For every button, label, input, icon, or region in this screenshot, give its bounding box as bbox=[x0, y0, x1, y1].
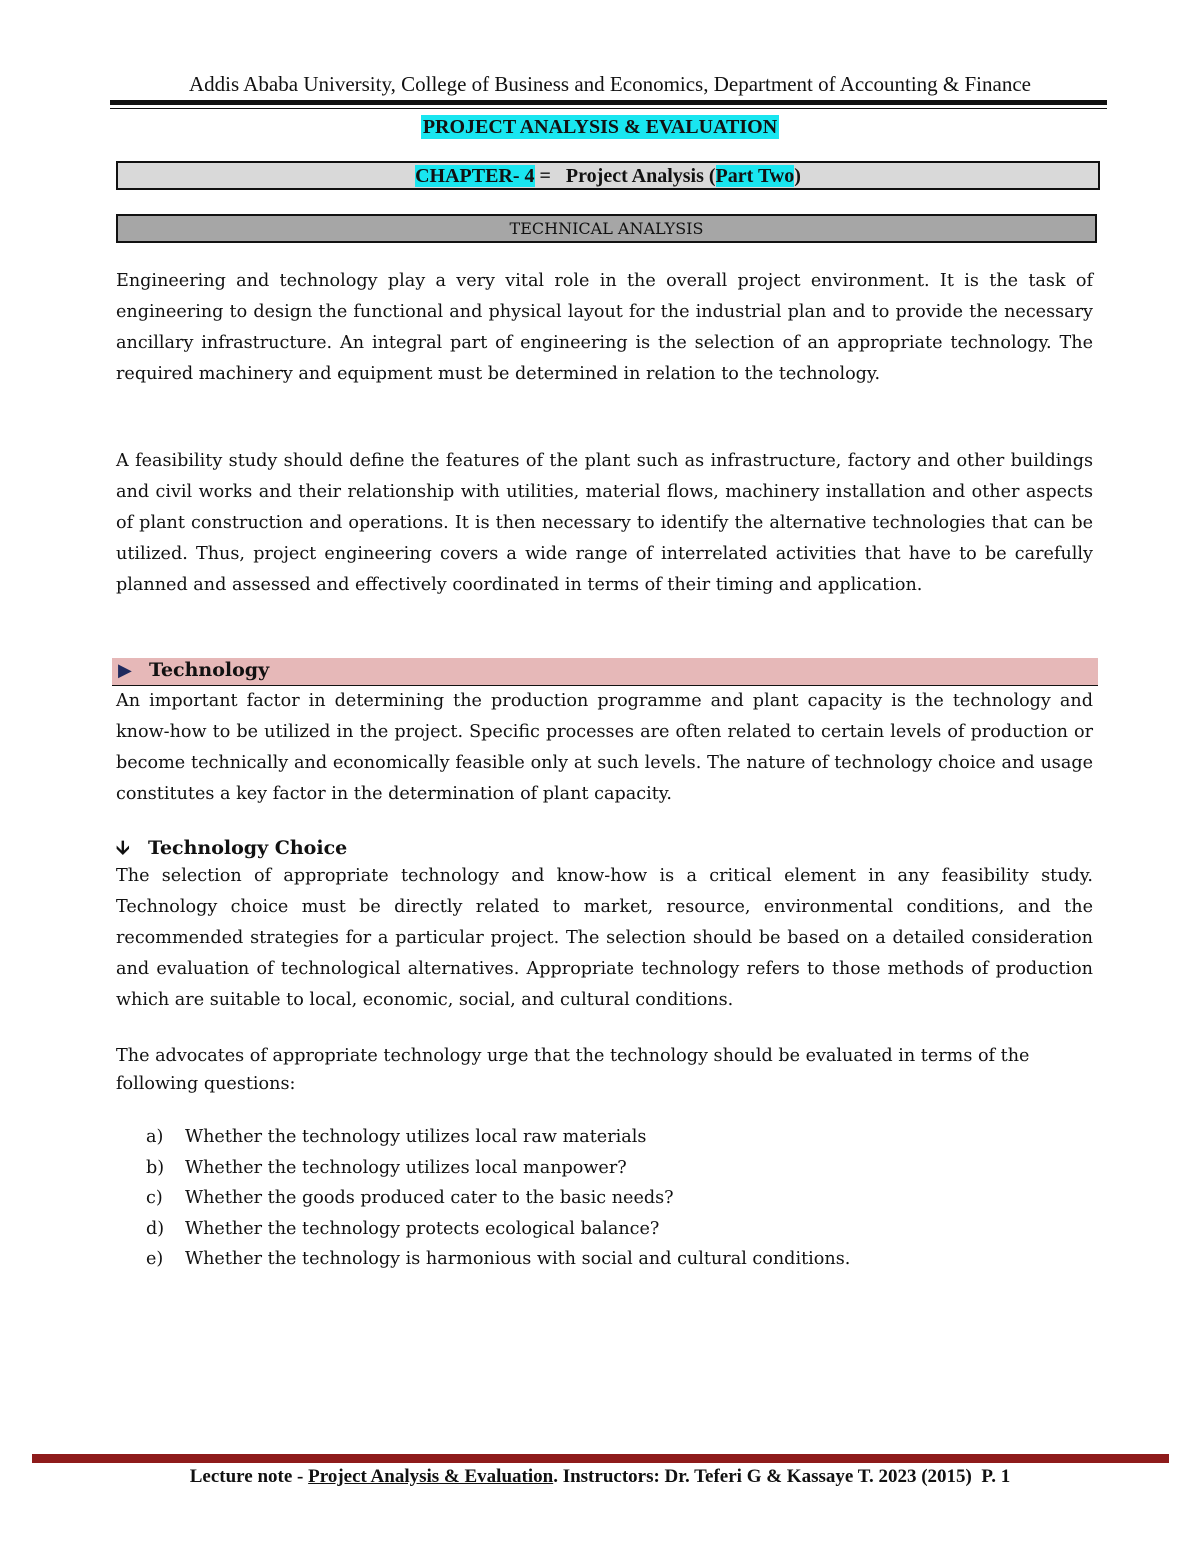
advocates-paragraph: The advocates of appropriate technology urge that the technology should be evaluated in terms of the following questions: bbox=[116, 1046, 1030, 1094]
list-item bbox=[146, 1214, 1046, 1245]
list-letter: a) bbox=[146, 1127, 164, 1147]
list-text: Whether the technology utilizes local manpower? bbox=[185, 1157, 627, 1178]
technology-heading-bar bbox=[112, 658, 1098, 686]
chapter-part: Part Two bbox=[715, 165, 795, 187]
footer-suffix: . Instructors: Dr. Teferi G & Kassaye T. 2023 (2015) P. 1 bbox=[553, 1466, 1011, 1487]
section-heading: TECHNICAL ANALYSIS bbox=[116, 214, 1097, 243]
footer-rule bbox=[32, 1454, 1169, 1463]
list-text: Whether the technology protects ecological balance? bbox=[185, 1218, 660, 1239]
triangle-right-icon: ▶ bbox=[118, 660, 132, 681]
list-letter: e) bbox=[146, 1249, 164, 1269]
document-title-text: PROJECT ANALYSIS & EVALUATION bbox=[422, 116, 778, 138]
list-item bbox=[146, 1153, 1046, 1184]
chapter-heading bbox=[116, 161, 1100, 190]
list-text: Whether the technology utilizes local raw materials bbox=[185, 1127, 647, 1147]
header-rule bbox=[110, 100, 1107, 105]
list-text: Whether the technology is harmonious with social and cultural conditions. bbox=[185, 1249, 851, 1269]
list-letter: d) bbox=[146, 1218, 165, 1239]
arrow-down-icon: 🡫 bbox=[116, 837, 130, 859]
questions-list bbox=[146, 1122, 1046, 1275]
header-rule-thin bbox=[110, 108, 1107, 109]
footer-course: Project Analysis & Evaluation bbox=[308, 1466, 554, 1487]
list-text: Whether the goods produced cater to the basic needs? bbox=[185, 1188, 674, 1208]
technology-choice-paragraph: The selection of appropriate technology and know-how is a critical element in any feasibility study. Technology choice must be directly related to market, resource, environmental conditions, and the recommended strategies for a particular project. The selection should be based on a detailed consideration and evaluation of technological alternatives. Appropriate technology refers to those methods of production which are suitable to local, economic, social, and cultural conditions. bbox=[116, 866, 1093, 1010]
feasibility-paragraph: A feasibility study should define the features of the plant such as infrastructure, factory and other buildings and civil works and their relationship with utilities, material flows, machinery installation and other aspects of plant construction and operations. It is then necessary to identify the alternative technologies that can be utilized. Thus, project engineering covers a wide range of interrelated activities that have to be carefully planned and assessed and effectively coordinated in terms of their timing and application. bbox=[116, 451, 1093, 595]
page-header: Addis Ababa University, College of Business and Economics, Department of Accounting & Finance bbox=[189, 72, 1031, 96]
chapter-title: = Project Analysis ( bbox=[534, 165, 716, 187]
list-letter: b) bbox=[146, 1157, 165, 1178]
page-footer bbox=[0, 1466, 1200, 1488]
list-item bbox=[146, 1122, 1046, 1153]
technology-paragraph: An important factor in determining the production programme and plant capacity is the technology and know-how to be utilized in the project. Specific processes are often related to certain levels of production or become technically and economically feasible only at such levels. The nature of technology choice and usage constitutes a key factor in the determination of plant capacity. bbox=[116, 691, 1093, 804]
intro-paragraph: Engineering and technology play a very vital role in the overall project environment. It is the task of engineering to design the functional and physical layout for the industrial plan and to provide the necessary ancillary infrastructure. An integral part of engineering is the selection of an appropriate technology. The required machinery and equipment must be determined in relation to the technology. bbox=[116, 271, 1093, 384]
technology-heading: Technology bbox=[149, 659, 270, 681]
chapter-number: CHAPTER- 4 bbox=[415, 165, 535, 187]
chapter-close: ) bbox=[794, 165, 801, 187]
list-item bbox=[146, 1244, 1046, 1275]
list-letter: c) bbox=[146, 1188, 163, 1208]
list-item bbox=[146, 1183, 1046, 1214]
technology-choice-label: Technology Choice bbox=[148, 837, 348, 859]
footer-prefix: Lecture note - bbox=[189, 1466, 309, 1487]
document-title bbox=[0, 116, 1200, 139]
